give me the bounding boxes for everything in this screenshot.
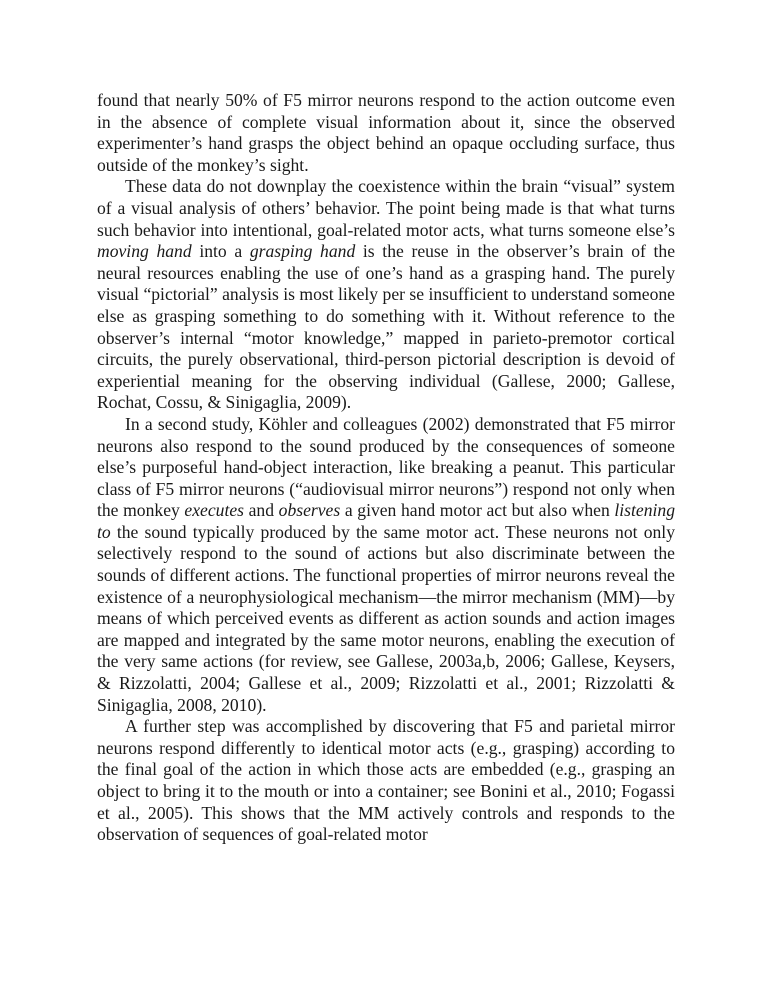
- text-segment: is the reuse in the observer’s brain of the neural resources enabling the use of one’s hand as a grasping hand. The purely visual “pictorial” analysis is most likely per se insufficient to understand someone else as grasping something to do something with it. Without reference to the observer’s internal “motor knowledge,” mapped in parieto-premotor cortical circuits, the purely observational, third-person pictorial description is devoid of experiential meaning for the observing individual (Gallese, 2000; Gallese, Rochat, Cossu, & Sinigaglia, 2009).: [97, 241, 676, 413]
- italic-phrase: grasping hand: [249, 241, 356, 262]
- text-segment: found that nearly 50% of F5 mirror neurons respond to the action outcome even in the absence of complete visual information about it, since the observed experimenter’s hand grasps the object behind an opaque occluding surface, thus outside of the monkey’s sight.: [97, 90, 675, 175]
- italic-phrase: moving hand: [97, 241, 192, 262]
- paragraph-4: [97, 716, 675, 846]
- text-segment: In a second study, Köhler and colleagues (2002) demonstrated that F5 mirror neurons also respond to the sound produced by the consequences of someone else’s purposeful hand-object interaction, like breaking a peanut. This particular class of F5 mirror neurons (“audiovisual mirror neurons”) respond not only when the monkey: [97, 413, 675, 521]
- text-segment: the sound typically produced by the same motor act. These neurons not only selectively respond to the sound of actions but also discriminate between the sounds of different actions. The functional properties of mirror neurons reveal the existence of a neurophysiological mechanism—the mirror mechanism (MM)—by means of which perceived events as different as action sounds and action images are mapped and integrated by the same motor neurons, enabling the execution of the very same actions (for review, see Gallese, 2003a,b, 2006; Gallese, Keysers, & Rizzolatti, 2004; Gallese et al., 2009; Rizzolatti et al., 2001; Rizzolatti & Sinigaglia, 2008, 2010).: [97, 521, 675, 715]
- text-segment: These data do not downplay the coexistence within the brain “visual” system of a visual analysis of others’ behavior. The point being made is that what turns such behavior into intentional, goal-related motor acts, what turns someone else’s: [97, 176, 675, 240]
- text-segment: A further step was accomplished by discovering that F5 and parietal mirror neurons respond differently to identical motor acts (e.g., grasping) according to the final goal of the action in which those acts are embedded (e.g., grasping an object to bring it to the mouth or into a container; see Bonini et al., 2010; Fogassi et al., 2005). This shows that the MM actively controls and responds to the observation of sequences of goal-related motor: [97, 716, 675, 845]
- paragraph-3: [97, 414, 675, 716]
- italic-phrase: listening to: [97, 500, 675, 542]
- italic-phrase: executes: [184, 500, 244, 521]
- text-segment: a given hand motor act but also when: [340, 500, 615, 521]
- italic-phrase: observes: [278, 500, 341, 521]
- document-page: [97, 90, 675, 846]
- text-segment: and: [244, 500, 279, 521]
- paragraph-2: [97, 176, 675, 414]
- paragraph-1: [97, 90, 675, 176]
- text-segment: into a: [191, 241, 250, 262]
